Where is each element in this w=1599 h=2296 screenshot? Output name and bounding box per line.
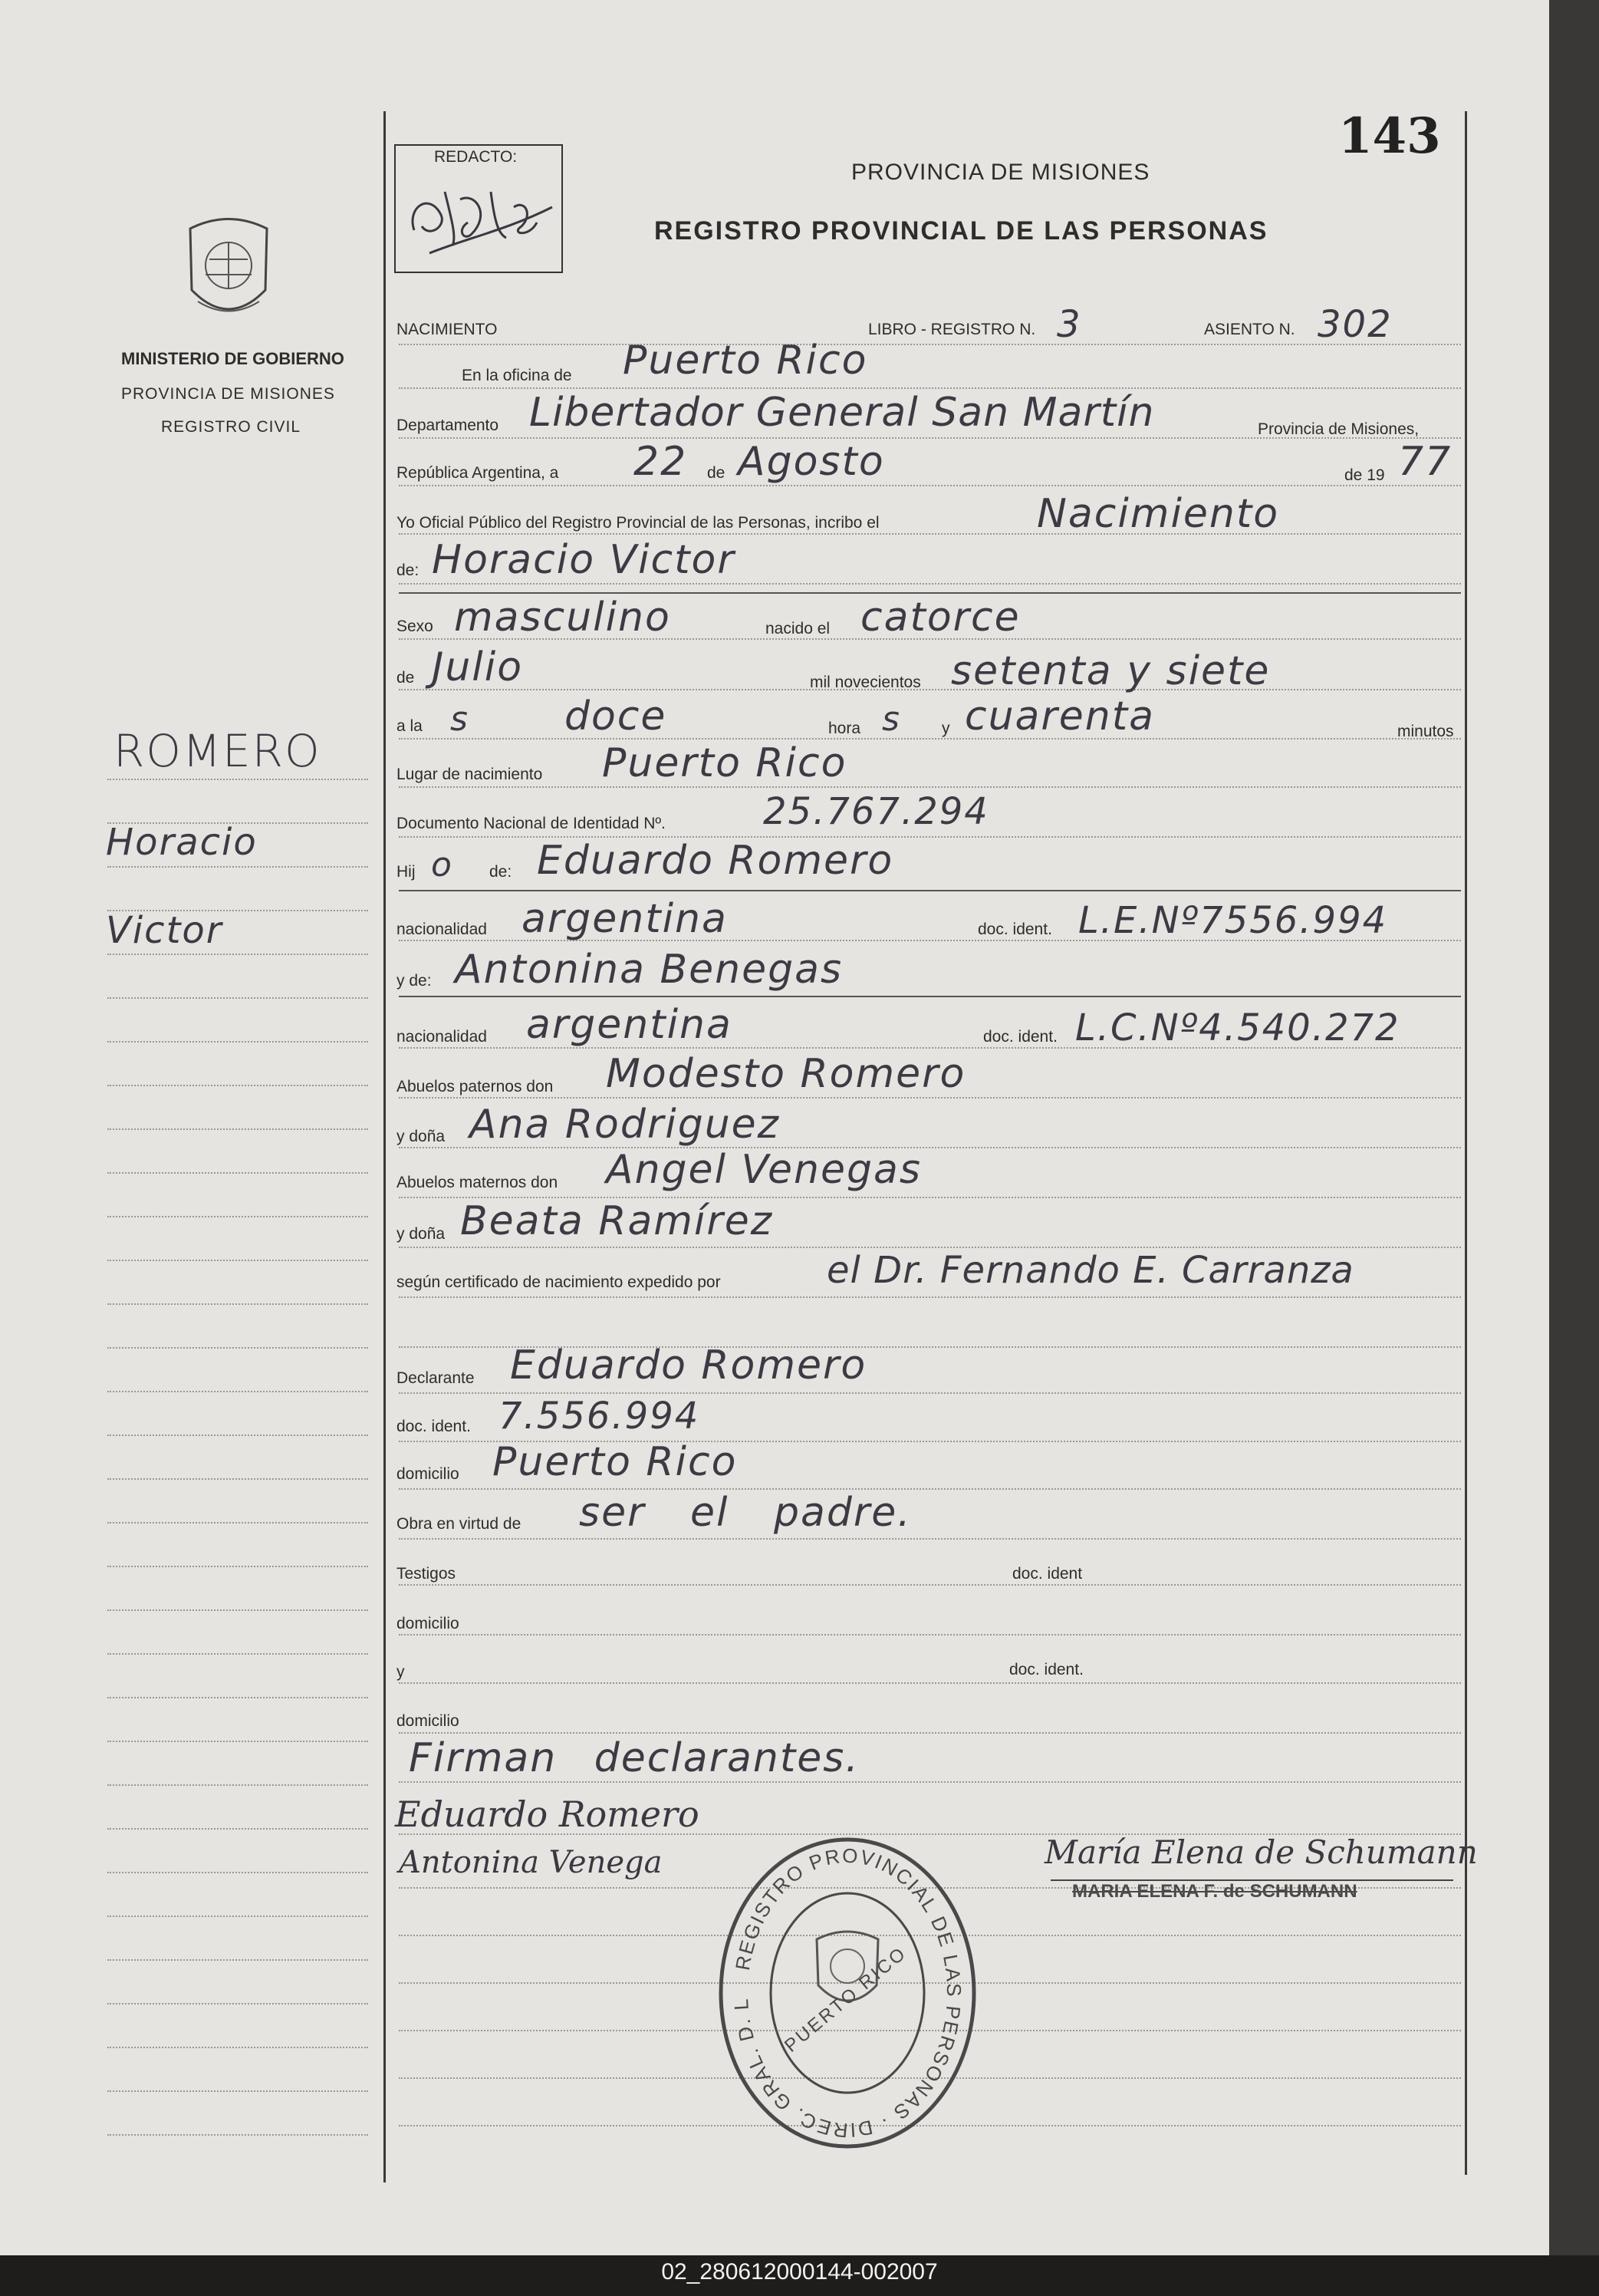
body-rule xyxy=(399,387,1461,389)
firman-value: Firman declarantes. xyxy=(409,1735,860,1781)
horas-s: s xyxy=(882,700,901,739)
declarante-value: Eduardo Romero xyxy=(510,1342,867,1388)
hijo-label: Hij xyxy=(396,863,416,881)
sidebar-rule xyxy=(107,822,368,824)
abuelos-mat-label: Abuelos maternos don xyxy=(396,1174,558,1191)
libro-value: 3 xyxy=(1057,303,1082,346)
sidebar-rule xyxy=(107,1216,368,1217)
sidebar-rule xyxy=(107,1872,368,1873)
file-caption: 02_280612000144-002007 xyxy=(661,2259,938,2284)
yde-label: y de: xyxy=(396,972,432,990)
decl-doc-value: 7.556.994 xyxy=(498,1395,700,1438)
section-rule xyxy=(399,996,1461,997)
sexo-value: masculino xyxy=(454,595,671,641)
sidebar-rule xyxy=(107,1828,368,1830)
asiento-value: 302 xyxy=(1318,303,1393,346)
body-rule xyxy=(399,1488,1461,1490)
alas-s: s xyxy=(450,700,469,739)
sidebar-rule xyxy=(107,1260,368,1261)
body-rule xyxy=(399,533,1461,535)
abuelo-pat-value: Modesto Romero xyxy=(606,1051,966,1097)
de3-label: de xyxy=(396,669,415,687)
body-rule xyxy=(399,583,1461,585)
sidebar-rule xyxy=(107,779,368,780)
sexo-label: Sexo xyxy=(396,618,433,635)
domicilio-value: Puerto Rico xyxy=(492,1439,738,1485)
ydona2-label: y doña xyxy=(396,1225,446,1243)
lugar-label: Lugar de nacimiento xyxy=(396,766,543,783)
sidebar-rule xyxy=(107,1041,368,1043)
header-registry: REGISTRO PROVINCIAL DE LAS PERSONAS xyxy=(654,216,1268,245)
minutos-label: minutos xyxy=(1397,723,1454,740)
madre-value: Antonina Benegas xyxy=(455,947,844,993)
month-value: Agosto xyxy=(738,439,885,485)
body-rule xyxy=(399,1732,1461,1734)
sidebar-rule xyxy=(107,1128,368,1130)
ydona1-label: y doña xyxy=(396,1128,446,1145)
declarante-label: Declarante xyxy=(396,1369,475,1387)
de2-label: de: xyxy=(396,562,419,579)
oficial-name: MARIA ELENA F. de SCHUMANN xyxy=(1072,1881,1357,1902)
body-rule xyxy=(399,689,1461,690)
body-rule xyxy=(399,738,1461,740)
body-rule xyxy=(399,1584,1461,1586)
sidebar-rule xyxy=(107,1959,368,1961)
domicilio-label: domicilio xyxy=(396,1465,459,1483)
sidebar-surname: ROMERO xyxy=(114,725,321,777)
nombre-value: Horacio Victor xyxy=(432,537,735,583)
departamento-label: Departamento xyxy=(396,417,499,434)
body-rule xyxy=(399,1682,1461,1684)
day-value: 22 xyxy=(633,439,688,485)
signature-madre: Antonina Venega xyxy=(399,1845,663,1880)
seal-city: PUERTO RICO xyxy=(781,1942,911,2057)
dni-value: 25.767.294 xyxy=(763,790,989,833)
sidebar-rule xyxy=(107,1391,368,1392)
madre-nac-label: nacionalidad xyxy=(396,1028,487,1046)
acto-value: Nacimiento xyxy=(1037,491,1280,537)
signature-declarante: Eduardo Romero xyxy=(395,1794,699,1835)
sidebar-civil: REGISTRO CIVIL xyxy=(161,418,301,436)
body-rule xyxy=(399,1097,1461,1099)
sidebar-rule xyxy=(107,2134,368,2136)
mil-label: mil novecientos xyxy=(810,674,921,691)
oficial-label: Yo Oficial Público del Registro Provincial de las Personas, incribo el xyxy=(396,514,880,532)
madre-doc-label: doc. ident. xyxy=(983,1028,1058,1046)
sidebar-rule xyxy=(107,1916,368,1917)
abuelos-pat-label: Abuelos paternos don xyxy=(396,1078,554,1095)
section-rule xyxy=(399,592,1461,594)
sidebar-rule xyxy=(107,1303,368,1305)
body-rule xyxy=(399,1392,1461,1394)
provincia-label: Provincia de Misiones, xyxy=(1258,420,1420,438)
sidebar-rule xyxy=(107,1697,368,1698)
sidebar-rule xyxy=(107,866,368,868)
testigos-domicilio-label2: domicilio xyxy=(396,1712,459,1730)
minutos-value: cuarenta xyxy=(965,693,1155,740)
section-rule xyxy=(399,890,1461,891)
obra-label: Obra en virtud de xyxy=(396,1515,521,1533)
sidebar-rule xyxy=(107,1172,368,1174)
sidebar-rule xyxy=(107,1478,368,1480)
padre-nac-value: argentina xyxy=(521,896,728,942)
year-label: de 19 xyxy=(1344,466,1385,484)
body-rule xyxy=(399,1247,1461,1248)
decl-doc-label: doc. ident. xyxy=(396,1418,471,1435)
sidebar-province: PROVINCIA DE MISIONES xyxy=(121,385,335,403)
certificado-label: según certificado de nacimiento expedido por xyxy=(396,1273,721,1291)
madre-nac-value: argentina xyxy=(526,1002,732,1048)
year-value: 77 xyxy=(1398,439,1453,485)
sidebar-ministry: MINISTERIO DE GOBIERNO xyxy=(121,349,344,368)
obra-value: ser el padre. xyxy=(579,1490,912,1536)
sidebar-rule xyxy=(107,2090,368,2092)
nacido-label: nacido el xyxy=(765,620,831,637)
padre-doc-value: L.E.Nº7556.994 xyxy=(1078,899,1388,942)
left-frame-line xyxy=(383,111,386,2182)
oficina-label: En la oficina de xyxy=(462,367,572,384)
testigos-y-label: y xyxy=(396,1663,405,1681)
nacido-value: catorce xyxy=(860,595,1021,641)
abuela-pat-value: Ana Rodriguez xyxy=(469,1102,780,1148)
testigos-doc-label2: doc. ident. xyxy=(1009,1661,1084,1678)
sidebar-rule xyxy=(107,1085,368,1086)
sidebar-rule xyxy=(107,997,368,999)
svg-text:REGISTRO PROVINCIAL DE LAS PER: REGISTRO PROVINCIAL DE LAS PERSONAS · DIREC. GRAL. D. L xyxy=(729,1843,966,2143)
sidebar-rule xyxy=(107,1741,368,1742)
testigos-doc-label: doc. ident xyxy=(1012,1565,1083,1583)
dni-label: Documento Nacional de Identidad Nº. xyxy=(396,815,666,832)
oficina-value: Puerto Rico xyxy=(623,338,868,384)
redacto-signature xyxy=(399,161,560,268)
testigos-label: Testigos xyxy=(396,1565,456,1583)
departamento-value: Libertador General San Martín xyxy=(529,390,1155,436)
alas-label: a la xyxy=(396,717,423,735)
body-rule xyxy=(399,344,1461,345)
sidebar-rule xyxy=(107,1653,368,1655)
sidebar-rule xyxy=(107,1347,368,1349)
republica-label: República Argentina, a xyxy=(396,464,559,482)
sidebar-rule xyxy=(107,2003,368,2004)
sidebar-name2: Victor xyxy=(106,909,223,952)
header-province: PROVINCIA DE MISIONES xyxy=(851,160,1150,185)
sidebar-rule xyxy=(107,1609,368,1611)
body-rule xyxy=(399,1538,1461,1540)
sidebar-rule xyxy=(107,1435,368,1436)
sidebar-rule xyxy=(107,1522,368,1524)
body-rule xyxy=(399,1781,1461,1783)
sidebar-rule xyxy=(107,2047,368,2048)
asiento-label: ASIENTO N. xyxy=(1204,321,1295,338)
hijo-de-label: de: xyxy=(489,863,512,881)
padre-doc-label: doc. ident. xyxy=(978,921,1052,938)
anio-value: setenta y siete xyxy=(951,648,1271,694)
testigos-domicilio-label: domicilio xyxy=(396,1615,459,1632)
horas-label: hora xyxy=(828,720,861,737)
de-label: de xyxy=(707,464,725,482)
sidebar-rule xyxy=(107,1566,368,1567)
mes-nac-value: Julio xyxy=(432,644,524,690)
padre-nac-label: nacionalidad xyxy=(396,921,487,938)
sidebar-rule xyxy=(107,954,368,955)
redacto-label: REDACTO: xyxy=(434,148,518,166)
lugar-value: Puerto Rico xyxy=(602,740,847,786)
padre-value: Eduardo Romero xyxy=(537,838,894,884)
sidebar-name1: Horacio xyxy=(106,821,258,864)
signature-oficial: María Elena de Schumann xyxy=(1045,1833,1478,1871)
certificado-value: el Dr. Fernando E. Carranza xyxy=(827,1249,1354,1292)
abuelo-mat-value: Angel Venegas xyxy=(606,1147,922,1193)
hijo-o: o xyxy=(431,845,453,884)
sidebar-rule xyxy=(107,1784,368,1786)
page-number: 143 xyxy=(1338,107,1441,165)
libro-label: LIBRO - REGISTRO N. xyxy=(868,321,1036,338)
body-rule xyxy=(399,485,1461,486)
y-label: y xyxy=(942,720,950,737)
abuela-mat-value: Beata Ramírez xyxy=(460,1198,774,1244)
body-rule xyxy=(399,786,1461,788)
coat-of-arms-icon xyxy=(175,213,282,328)
hora-value: doce xyxy=(564,693,667,740)
record-type-label: NACIMIENTO xyxy=(396,321,498,338)
madre-doc-value: L.C.Nº4.540.272 xyxy=(1075,1006,1400,1049)
body-rule xyxy=(399,1296,1461,1298)
sidebar-rule xyxy=(107,910,368,911)
body-rule xyxy=(399,1634,1461,1636)
